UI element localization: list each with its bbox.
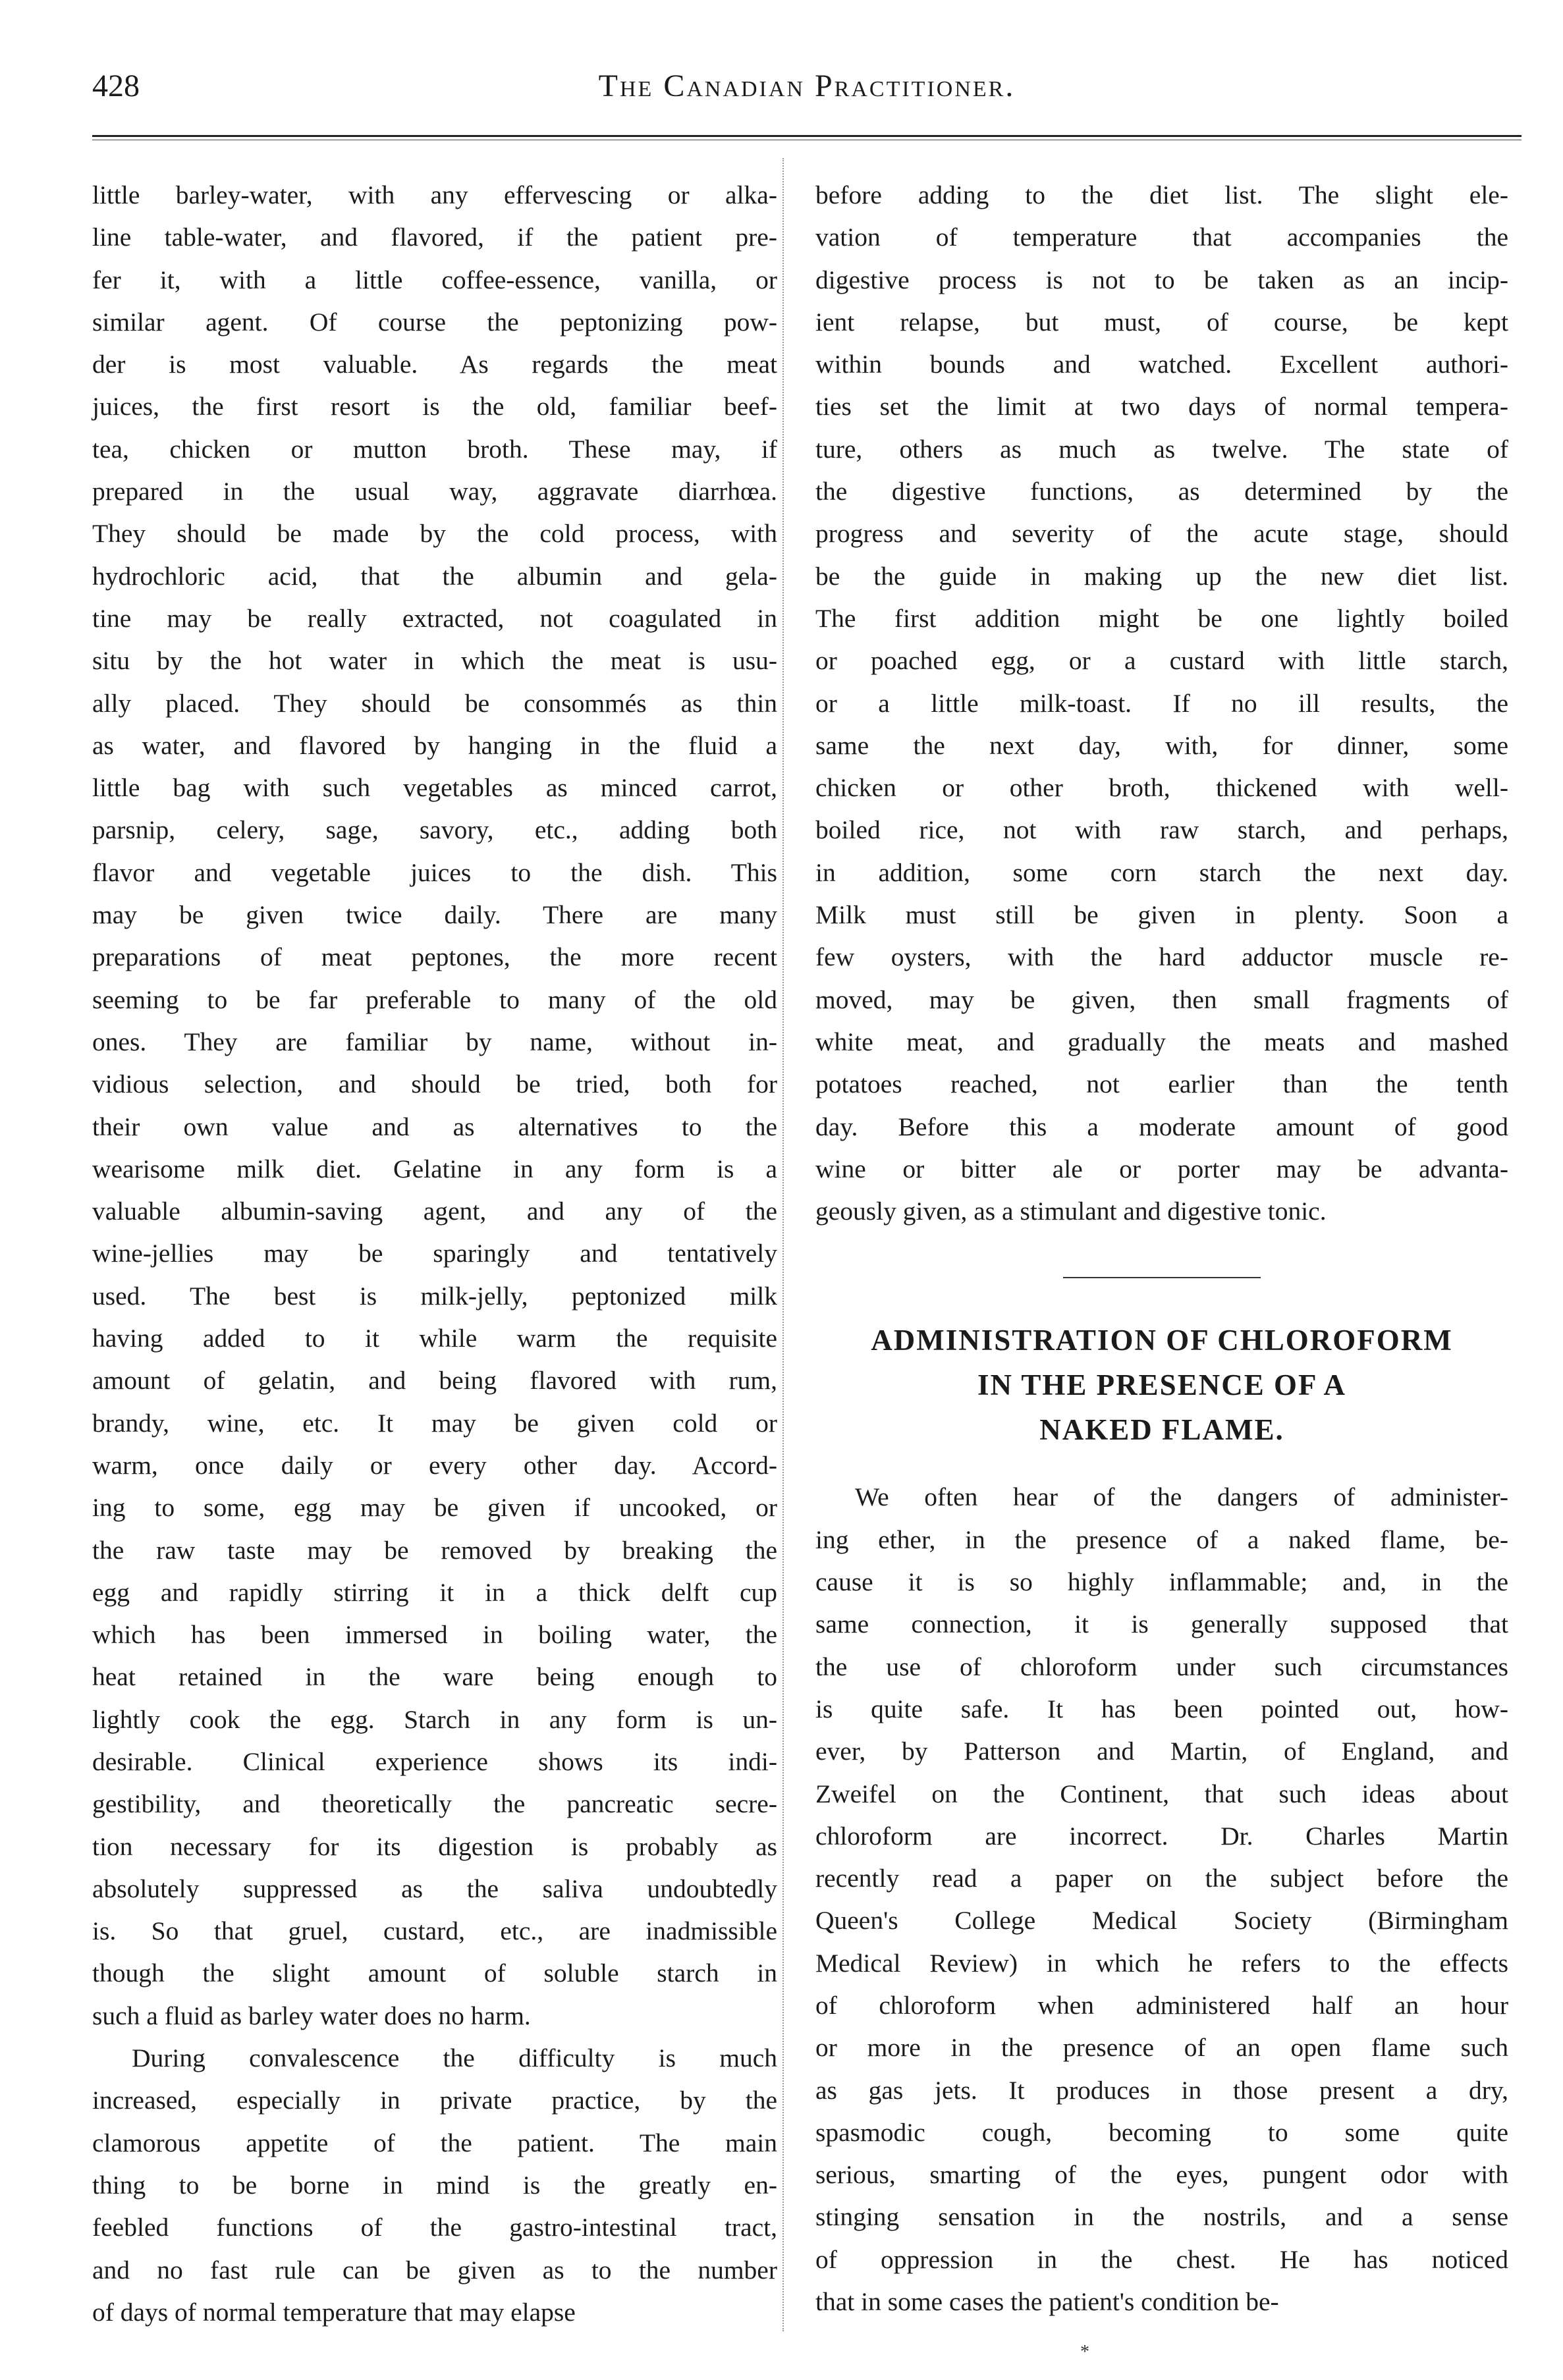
text-line: ever, by Patterson and Martin, of England, and [815,1737,1508,1766]
text-line: vidious selection, and should be tried, both for [92,1069,777,1099]
text-line: thing to be borne in mind is the greatly en- [92,2170,777,2200]
text-line: tion necessary for its digestion is probably as [92,1831,777,1861]
text-line: in addition, some corn starch the next day. [815,857,1508,887]
right-column [815,174,1508,2323]
text-line: progress and severity of the acute stage, should [815,519,1508,549]
text-line: such a fluid as barley water does no harm. [92,2001,531,2030]
text-line: They should be made by the cold process, with [92,519,777,549]
paragraph-chloroform [815,1476,1508,2323]
text-line: vation of temperature that accompanies the [815,223,1508,252]
text-line: chloroform are incorrect. Dr. Charles Martin [815,1821,1508,1851]
text-line: or more in the presence of an open flame such [815,2033,1508,2063]
page-number: 428 [92,68,140,103]
text-line: having added to it while warm the requisite [92,1324,777,1353]
section-rule [1063,1277,1261,1278]
text-line: ally placed. They should be consommés as thin [92,688,777,718]
text-line: before adding to the diet list. The slight ele- [815,180,1508,209]
text-line: which has been immersed in boiling water, the [92,1620,777,1650]
text-line: Milk must still be given in plenty. Soon a [815,900,1508,930]
paragraph-convalescence [92,2037,777,2333]
text-line: wine or bitter ale or porter may be advanta- [815,1154,1508,1183]
text-line: situ by the hot water in which the meat is usu- [92,646,777,676]
text-line: same the next day, with, for dinner, some [815,730,1508,760]
text-line: within bounds and watched. Excellent authori- [815,350,1508,379]
column-divider [782,158,784,2331]
text-line: The first addition might be one lightly boiled [815,603,1508,633]
text-line: cause it is so highly inflammable; and, in the [815,1567,1508,1597]
text-line: amount of gelatin, and being flavored with rum, [92,1366,777,1395]
text-line: of chloroform when administered half an hour [815,1990,1508,2020]
text-line: is. So that gruel, custard, etc., are inadmissible [92,1916,777,1946]
text-line: During convalescence the difficulty is much [132,2043,777,2073]
header-rule [92,135,1522,140]
text-line: juices, the first resort is the old, familiar beef- [92,392,777,421]
text-line: or a little milk-toast. If no ill results, the [815,688,1508,718]
text-line: clamorous appetite of the patient. The main [92,2128,777,2157]
text-line: feebled functions of the gastro-intestinal tract, [92,2213,777,2242]
text-line: same connection, it is generally supposed that [815,1609,1508,1639]
text-line: Medical Review) in which he refers to the effects [815,1948,1508,1978]
text-line: that in some cases the patient's condition be- [815,2287,1279,2317]
text-line: their own value and as alternatives to the [92,1112,777,1141]
text-line: parsnip, celery, sage, savory, etc., adding both [92,815,777,845]
text-line: as water, and flavored by hanging in the fluid a [92,730,777,760]
text-line: spasmodic cough, becoming to some quite [815,2117,1508,2147]
text-line: ture, others as much as twelve. The state of [815,434,1508,464]
text-line: used. The best is milk-jelly, peptonized milk [92,1281,777,1311]
text-line: heat retained in the ware being enough to [92,1662,777,1692]
text-line: ing ether, in the presence of a naked flame, be- [815,1525,1508,1554]
text-line: We often hear of the dangers of administer- [855,1482,1508,1512]
text-line: absolutely suppressed as the saliva undoubtedly [92,1874,777,1903]
text-line: ones. They are familiar by name, without in- [92,1027,777,1056]
text-line: the digestive functions, as determined by the [815,477,1508,506]
text-line: tea, chicken or mutton broth. These may, if [92,434,777,464]
text-line: valuable albumin-saving agent, and any of the [92,1197,777,1226]
text-line: line table-water, and flavored, if the patient pre- [92,223,777,252]
text-line: preparations of meat peptones, the more recent [92,942,777,972]
text-line: little barley-water, with any effervescing or alka- [92,180,777,209]
text-line: may be given twice daily. There are many [92,900,777,930]
text-line: hydrochloric acid, that the albumin and gela- [92,561,777,591]
text-line: lightly cook the egg. Starch in any form is un- [92,1704,777,1734]
text-line: brandy, wine, etc. It may be given cold or [92,1408,777,1438]
text-line: Queen's College Medical Society (Birmingham [815,1906,1508,1935]
text-line: gestibility, and theoretically the pancreatic secre- [92,1789,777,1819]
paragraph-diet-acute [92,174,777,2037]
text-line: boiled rice, not with raw starch, and perhaps, [815,815,1508,845]
text-line: of oppression in the chest. He has noticed [815,2244,1508,2274]
text-line: of days of normal temperature that may elapse [92,2297,576,2327]
page-header [92,63,1522,122]
text-line: potatoes reached, not earlier than the tenth [815,1069,1508,1099]
text-line: prepared in the usual way, aggravate diarrhœa. [92,477,777,506]
text-line: wearisome milk diet. Gelatine in any form is a [92,1154,777,1183]
text-line: Zweifel on the Continent, that such ideas about [815,1779,1508,1808]
text-line: be the guide in making up the new diet list. [815,561,1508,591]
text-line: similar agent. Of course the peptonizing pow- [92,307,777,337]
text-line: is quite safe. It has been pointed out, how- [815,1694,1508,1723]
text-line: day. Before this a moderate amount of good [815,1112,1508,1141]
text-line: chicken or other broth, thickened with well- [815,773,1508,803]
text-line: digestive process is not to be taken as an incip- [815,265,1508,294]
text-line: fer it, with a little coffee-essence, vanilla, or [92,265,777,294]
text-line: the use of chloroform under such circumstances [815,1652,1508,1681]
text-line: ties set the limit at two days of normal tempera- [815,392,1508,421]
text-line: wine-jellies may be sparingly and tentatively [92,1239,777,1268]
text-line: white meat, and gradually the meats and mashed [815,1027,1508,1056]
text-line: recently read a paper on the subject before the [815,1864,1508,1893]
text-line: ing to some, egg may be given if uncooked, or [92,1493,777,1523]
text-line: seeming to be far preferable to many of the old [92,985,777,1014]
section-heading: ADMINISTRATION OF CHLOROFORM IN THE PRESENCE OF A NAKED FLAME. [871,1324,1453,1447]
text-line: ient relapse, but must, of course, be kept [815,307,1508,337]
text-line: though the slight amount of soluble starch in [92,1959,777,1988]
text-line: or poached egg, or a custard with little starch, [815,646,1508,676]
text-line: desirable. Clinical experience shows its indi- [92,1746,777,1776]
text-line: as gas jets. It produces in those present a dry, [815,2075,1508,2105]
text-line: moved, may be given, then small fragments of [815,985,1508,1014]
text-line: flavor and vegetable juices to the dish. This [92,857,777,887]
text-line: geously given, as a stimulant and digestive tonic. [815,1197,1327,1226]
footer-mark: * [1080,2342,1089,2362]
left-column [92,174,777,2333]
text-line: few oysters, with the hard adductor muscle re- [815,942,1508,972]
text-line: and no fast rule can be given as to the number [92,2255,777,2285]
text-line: the raw taste may be removed by breaking the [92,1535,777,1565]
text-line: warm, once daily or every other day. Accord- [92,1450,777,1480]
paragraph-continuation [815,174,1508,1232]
text-line: egg and rapidly stirring it in a thick delft cup [92,1577,777,1607]
text-line: stinging sensation in the nostrils, and a sense [815,2202,1508,2232]
text-line: der is most valuable. As regards the meat [92,350,777,379]
text-line: little bag with such vegetables as minced carrot, [92,773,777,803]
running-title: The Canadian Practitioner. [598,68,1016,103]
text-line: tine may be really extracted, not coagulated in [92,603,777,633]
text-line: increased, especially in private practice, by the [92,2086,777,2115]
text-line: serious, smarting of the eyes, pungent odor with [815,2160,1508,2190]
